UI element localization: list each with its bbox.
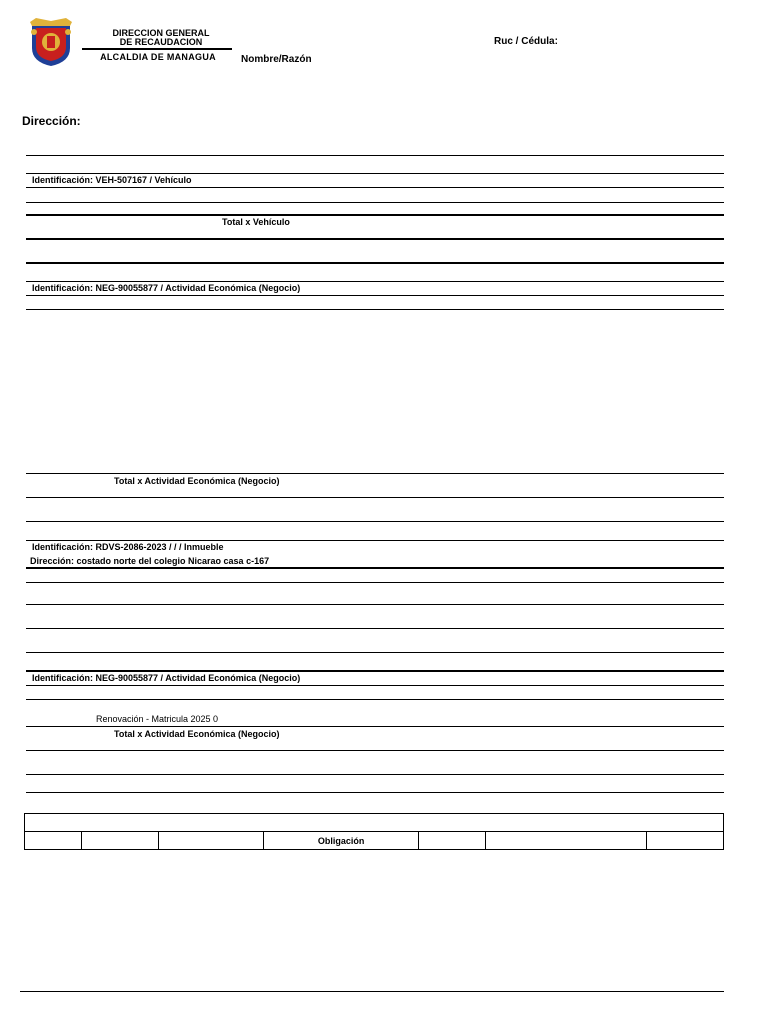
rule: [26, 238, 724, 240]
rule: [26, 540, 724, 541]
rule: [26, 309, 724, 310]
direccion-label: Dirección:: [22, 114, 81, 128]
rule: [26, 628, 724, 629]
table-cell: [25, 814, 724, 832]
obligation-table: [24, 813, 724, 850]
rule: [26, 774, 724, 775]
ruc-label: Ruc / Cédula:: [494, 36, 558, 47]
footer-rule: [20, 991, 724, 992]
obligacion-header: Obligación: [263, 832, 418, 850]
negocio2-renovacion: Renovación - Matricula 2025 0: [96, 714, 219, 724]
rule: [26, 521, 724, 522]
rule: [26, 202, 724, 203]
rule: [26, 652, 724, 653]
table-row: [25, 814, 724, 832]
table-row: [25, 832, 724, 850]
rule: [26, 567, 724, 569]
table-cell: [81, 832, 159, 850]
inmueble-direccion: Dirección: costado norte del colegio Nicarao casa c-167: [30, 556, 270, 566]
rule: [26, 187, 724, 188]
table-cell: [419, 832, 486, 850]
table-cell: [647, 832, 724, 850]
logo-divider: [82, 48, 232, 50]
vehiculo-identificacion: Identificación: VEH-507167 / Vehículo: [32, 175, 192, 185]
rule: [26, 262, 724, 264]
table-cell: [486, 832, 647, 850]
logo-line-2: DE RECAUDACION: [119, 37, 203, 47]
logo-line-1: DIRECCION GENERAL: [112, 28, 210, 38]
rule: [26, 473, 724, 474]
rule: [26, 750, 724, 751]
rule: [26, 685, 724, 686]
rule: [26, 699, 724, 700]
rule: [26, 281, 724, 282]
rule: [26, 792, 724, 793]
table-cell: [25, 832, 82, 850]
inmueble-identificacion: Identificación: RDVS-2086-2023 / / / Inmueble: [32, 542, 224, 552]
rule: [26, 173, 724, 174]
rule: [26, 670, 724, 672]
logo-line-3: ALCALDIA DE MANAGUA: [100, 52, 216, 62]
rule: [26, 582, 724, 583]
negocio1-identificacion: Identificación: NEG-90055877 / Actividad Económica (Negocio): [32, 283, 301, 293]
negocio2-identificacion: Identificación: NEG-90055877 / Actividad Económica (Negocio): [32, 673, 301, 683]
table-cell: [159, 832, 264, 850]
rule: [26, 604, 724, 605]
coat-of-arms-icon: [26, 18, 76, 68]
rule: [26, 726, 724, 727]
rule: [26, 295, 724, 296]
negocio2-total: Total x Actividad Económica (Negocio): [114, 729, 280, 739]
rule: [26, 497, 724, 498]
rule: [26, 155, 724, 156]
rule: [26, 214, 724, 216]
nombre-label: Nombre/Razón: [241, 54, 312, 65]
alcaldia-logo: [24, 18, 234, 68]
vehiculo-total: Total x Vehículo: [222, 217, 290, 227]
negocio1-total: Total x Actividad Económica (Negocio): [114, 476, 280, 486]
